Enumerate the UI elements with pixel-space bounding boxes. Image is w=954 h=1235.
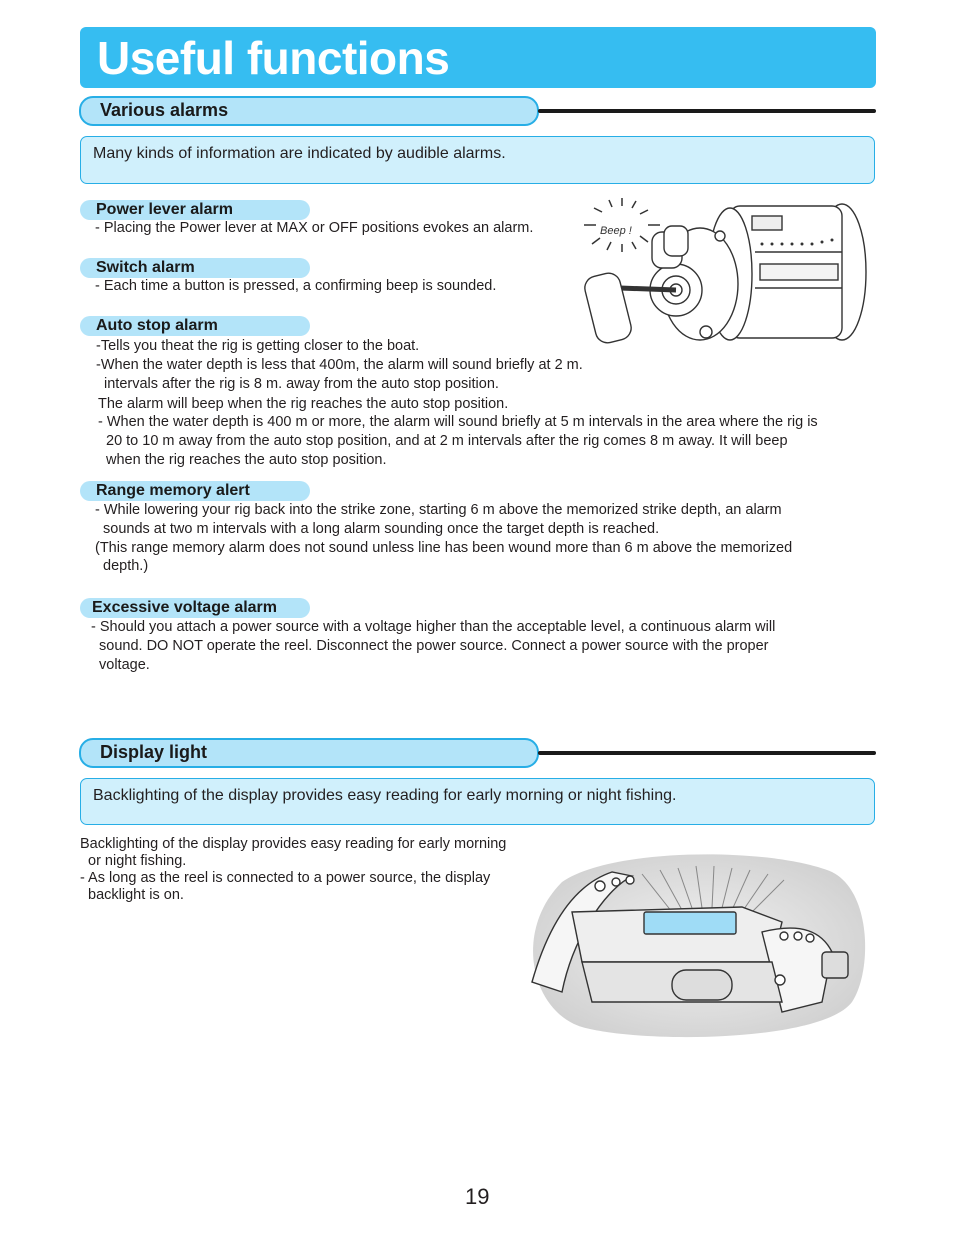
body-line: - As long as the reel is connected to a power source, the display [80,870,491,886]
section-header-various-alarms [79,96,876,126]
intro-box-display [80,778,875,825]
body-line: - While lowering your rig back into the strike zone, starting 6 m above the memorized strike depth, an alarm [95,502,782,518]
section-rule [538,751,876,755]
page-title: Useful functions [97,32,450,84]
body-line: sound. DO NOT operate the reel. Disconnect the power source. Connect a power source with the proper [99,638,769,654]
title-banner [80,27,876,88]
section-rule [538,109,876,113]
body-line: voltage. [99,657,150,673]
subheading-excessive-voltage-alarm: Excessive voltage alarm [80,598,310,618]
body-line: intervals after the rig is 8 m. away from the auto stop position. [104,376,499,392]
backlit-display-illustration [522,852,868,1040]
body-line: Backlighting of the display provides easy reading for early morning [80,836,507,852]
intro-box-alarms [80,136,875,184]
section-pill [79,738,539,768]
subheading-switch-alarm: Switch alarm [80,258,310,278]
section-heading: Various alarms [100,100,229,120]
intro-text: Many kinds of information are indicated by audible alarms. [93,145,506,162]
section-heading: Display light [100,742,208,762]
body-line: depth.) [103,558,149,574]
intro-text: Backlighting of the display provides easy reading for early morning or night fishing. [93,787,677,804]
body-line: backlight is on. [88,887,184,903]
body-line: - Placing the Power lever at MAX or OFF positions evokes an alarm. [95,220,534,236]
body-line: when the rig reaches the auto stop position. [106,452,387,468]
body-line: -When the water depth is less that 400m, the alarm will sound briefly at 2 m. [96,357,583,373]
page-number: 19 [465,1184,490,1209]
body-line: - Should you attach a power source with a voltage higher than the acceptable level, a continuous alarm will [91,619,776,635]
body-line: sounds at two m intervals with a long alarm sounding once the target depth is reached. [103,521,660,537]
section-header-display-light [79,738,876,768]
reel-illustration [580,192,870,354]
body-line: 20 to 10 m away from the auto stop position, and at 2 m intervals after the rig comes 8 m away. It will beep [106,433,788,449]
subheading-range-memory-alert: Range memory alert [80,481,310,501]
body-line: The alarm will beep when the rig reaches the auto stop position. [98,396,509,412]
beep-label: Beep ! [600,225,632,237]
subheading-auto-stop-alarm: Auto stop alarm [80,316,310,336]
body-line: (This range memory alarm does not sound unless line has been wound more than 6 m above the memorized [95,540,793,556]
body-line: -Tells you theat the rig is getting closer to the boat. [96,338,420,354]
body-line: or night fishing. [88,853,187,869]
body-line: - Each time a button is pressed, a confirming beep is sounded. [95,278,497,294]
body-line: - When the water depth is 400 m or more, the alarm will sound briefly at 5 m intervals in the area where the rig is [98,414,818,430]
subheading-power-lever-alarm: Power lever alarm [80,200,310,220]
section-pill [79,96,539,126]
